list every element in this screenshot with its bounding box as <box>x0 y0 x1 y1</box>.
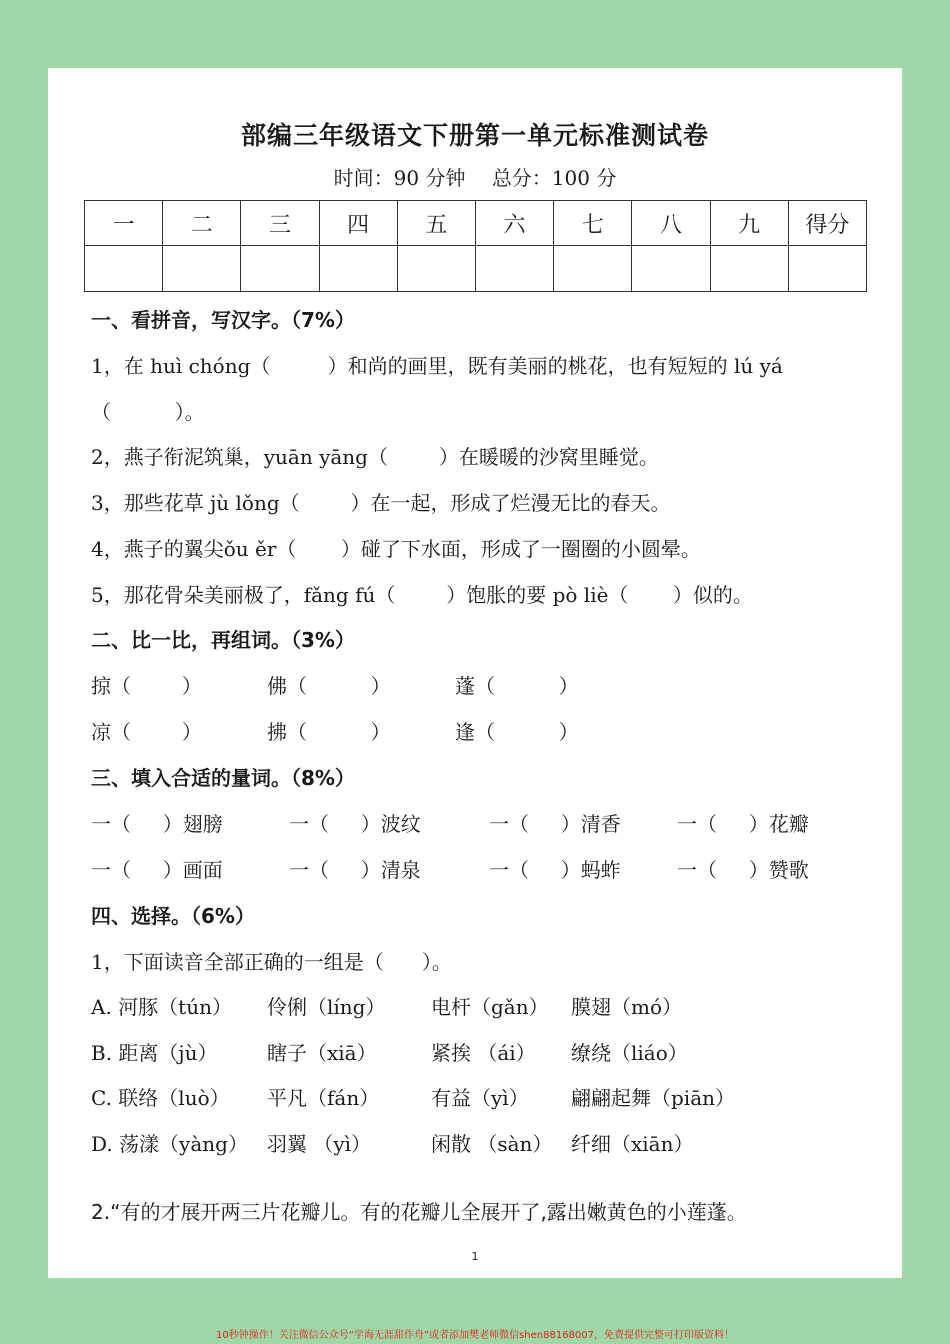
word-item: 佛（ ） <box>267 674 391 698</box>
option-item: 伶俐（líng） <box>267 995 386 1019</box>
option-row <box>91 1037 881 1063</box>
question: 2，燕子衔泥筑巢，yuān yāng（ ）在暖暖的沙窝里睡觉。 <box>91 445 659 469</box>
option-item: A. 河豚（tún） <box>91 995 232 1019</box>
score-header-cell: 得分 <box>788 201 866 246</box>
word-row <box>91 716 881 742</box>
option-item: 平凡（fán） <box>267 1086 380 1110</box>
option-item: C. 联络（luò） <box>91 1086 230 1110</box>
score-cell <box>554 246 632 292</box>
option-item: 电杆（gǎn） <box>431 995 549 1019</box>
question: 1，下面读音全部正确的一组是（ ）。 <box>91 950 452 974</box>
score-cell <box>241 246 319 292</box>
word-item: 蓬（ ） <box>455 674 579 698</box>
question: 5，那花骨朵美丽极了，fǎng fú（ ）饱胀的要 pò liè（ ）似的。 <box>91 583 753 607</box>
option-item: 翩翩起舞（piān） <box>571 1086 736 1110</box>
word-item: 凉（ ） <box>91 720 202 744</box>
measure-item: 一（ ）波纹 <box>289 812 421 836</box>
section-heading: 二、比一比，再组词。（3%） <box>91 628 355 652</box>
measure-item: 一（ ）清泉 <box>289 858 421 882</box>
measure-item: 一（ ）花瓣 <box>677 812 809 836</box>
option-item: 瞎子（xiā） <box>267 1041 377 1065</box>
total-score: 总分：100 分 <box>491 166 617 190</box>
option-row <box>91 1128 881 1154</box>
option-row <box>91 1082 881 1108</box>
option-item: 羽翼 （yì） <box>267 1132 372 1156</box>
measure-item: 一（ ）翅膀 <box>91 812 223 836</box>
section-heading: 四、选择。（6%） <box>91 904 255 928</box>
page-number: 1 <box>471 1250 479 1263</box>
option-item: 有益（yì） <box>431 1086 529 1110</box>
word-item: 逢（ ） <box>455 720 579 744</box>
footer-notice: 10秒钟操作！关注微信公众号“学海无涯甜作舟”或者添加樊老师微信shen88168007，免费提供完整可打印版资料！ <box>215 1330 735 1341</box>
score-header-row <box>85 201 867 246</box>
option-item: 闲散 （sàn） <box>431 1132 553 1156</box>
score-cell <box>788 246 866 292</box>
score-header-cell: 一 <box>85 201 163 246</box>
option-item: B. 距离（jù） <box>91 1041 218 1065</box>
measure-item: 一（ ）蚂蚱 <box>489 858 621 882</box>
score-header-cell: 八 <box>632 201 710 246</box>
score-cell <box>397 246 475 292</box>
score-cell <box>319 246 397 292</box>
measure-item: 一（ ）清香 <box>489 812 621 836</box>
word-item: 拂（ ） <box>267 720 391 744</box>
score-value-row <box>85 246 867 292</box>
score-header-cell: 七 <box>554 201 632 246</box>
option-item: 纤细（xiān） <box>571 1132 694 1156</box>
score-header-cell: 五 <box>397 201 475 246</box>
word-item: 掠（ ） <box>91 674 202 698</box>
measure-item: 一（ ）赞歌 <box>677 858 809 882</box>
score-cell <box>475 246 553 292</box>
score-header-cell: 六 <box>475 201 553 246</box>
score-cell <box>632 246 710 292</box>
question: 1，在 huì chóng（ ）和尚的画里，既有美丽的桃花，也有短短的 lú yá <box>91 354 783 378</box>
time-limit: 时间：90 分钟 <box>333 166 466 190</box>
score-header-cell: 九 <box>710 201 788 246</box>
page-title: 部编三年级语文下册第一单元标准测试卷 <box>240 121 709 150</box>
question: 4，燕子的翼尖ǒu ěr（ ）碰了下水面，形成了一圈圈的小圆晕。 <box>91 537 701 561</box>
option-item: D. 荡漾（yàng） <box>91 1132 248 1156</box>
word-row <box>91 670 881 696</box>
exam-paper <box>48 68 902 1278</box>
question: 3，那些花草 jù lǒng（ ）在一起，形成了烂漫无比的春天。 <box>91 491 671 515</box>
score-cell <box>163 246 241 292</box>
option-item: 缭绕（liáo） <box>571 1041 688 1065</box>
section-heading: 一、看拼音，写汉字。（7%） <box>91 308 355 332</box>
score-cell <box>85 246 163 292</box>
exam-info <box>48 162 902 191</box>
option-item: 紧挨 （ái） <box>431 1041 536 1065</box>
score-cell <box>710 246 788 292</box>
measure-row <box>91 854 881 880</box>
option-row <box>91 991 881 1017</box>
measure-row <box>91 808 881 834</box>
question: （ ）。 <box>91 400 205 424</box>
score-header-cell: 四 <box>319 201 397 246</box>
score-header-cell: 二 <box>163 201 241 246</box>
section-heading: 三、填入合适的量词。（8%） <box>91 766 355 790</box>
score-table <box>84 200 867 292</box>
measure-item: 一（ ）画面 <box>91 858 223 882</box>
question: 2.“有的才展开两三片花瓣儿。有的花瓣儿全展开了,露出嫩黄色的小莲蓬。 <box>91 1200 747 1224</box>
score-header-cell: 三 <box>241 201 319 246</box>
option-item: 膜翅（mó） <box>571 995 683 1019</box>
